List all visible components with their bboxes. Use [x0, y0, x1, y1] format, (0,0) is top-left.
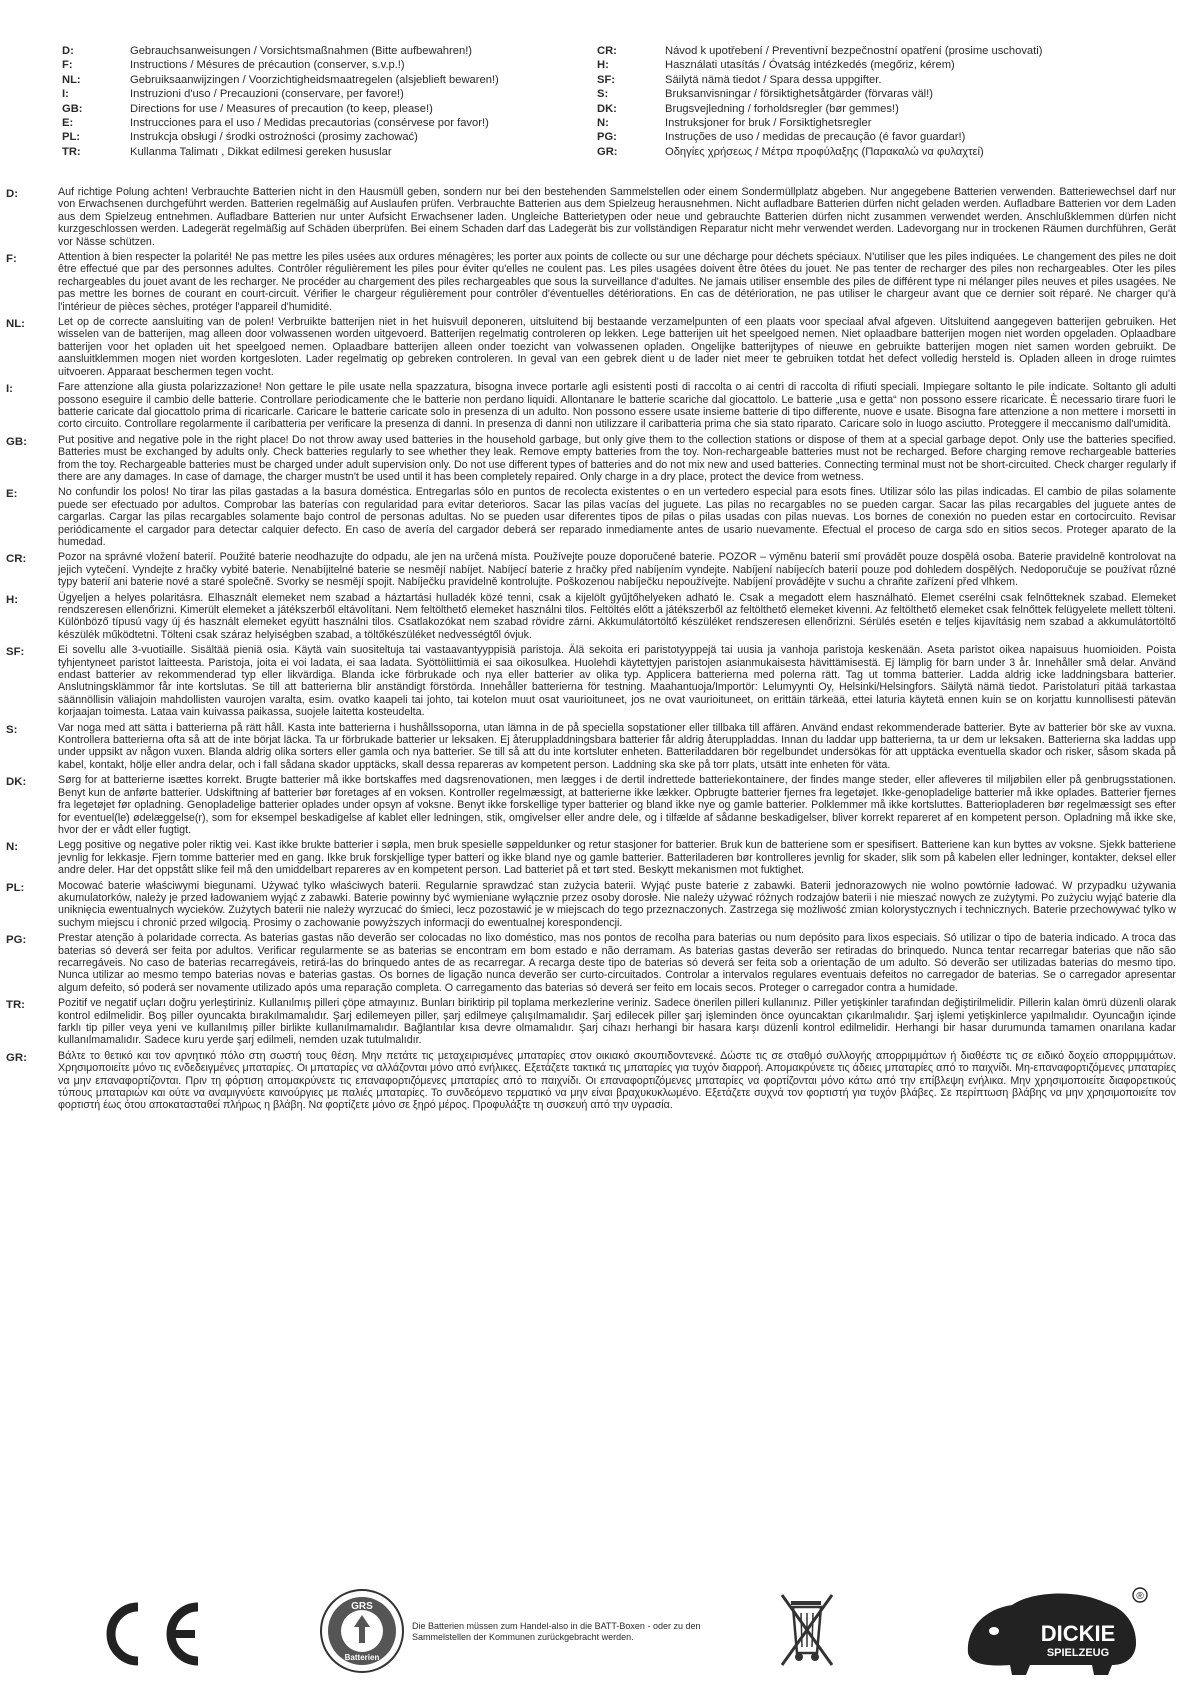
language-code: F: — [62, 59, 73, 72]
registered-mark: ® — [1136, 1591, 1144, 1602]
section-language-code: PL: — [6, 881, 25, 894]
language-index-row — [597, 73, 1132, 87]
grs-logo-bottom-text: Batterien — [344, 1653, 380, 1662]
language-code: S: — [597, 88, 609, 101]
language-index-right — [597, 44, 1132, 159]
language-index-title: Instruksjoner for bruk / Forsiktighetsregler — [665, 117, 872, 130]
section-language-code: TR: — [6, 999, 25, 1012]
language-index-row — [62, 102, 597, 116]
section-language-code: S: — [6, 723, 18, 736]
section-language-code: E: — [6, 488, 18, 501]
language-index-row — [597, 58, 1132, 72]
section-language-code: I: — [6, 383, 13, 396]
language-index — [62, 44, 1132, 159]
language-index-title: Kullanma Talimatı , Dikkat edilmesi gereken hususlar — [130, 145, 392, 158]
section-instructions-text: Let op de correcte aansluiting van de polen! Verbruikte batterijen niet in het huisvuil deponeren, uitsluitend bij bestaande verzamelpunten of een plaats voor speciaal afval afgeven. Uitsluitend aangegeven batterijen gebruiken. Het wisselen van de batterijen, mag alleen door volwassenen worden uitgevoerd. Batterijen regelmatig controleren op lekken. Lege batterijen uit het speelgoed nemen. Niet oplaadbare batterijen mogen niet worden opgeladen. Oplaadbare batterijen voor het opladen uit het speelgoed nemen. Oplaadbare batterijen alleen onder toezicht van volwassenen opladen. Ongelijke batterijtypes of nieuwe en gebruikte batterijen mogen niet samen worden gebruikt. De aansluitklemmen mogen niet worden kortgesloten. Lader regelmatig op gebreken controleren. In geval van een gebrek dient u de lader niet meer te gebruiken totdat het defect volledig hersteld is. Opladen alleen in droge ruimtes uitvoeren. Apparaat beschermen tegen vocht. — [58, 316, 1176, 378]
language-section — [6, 932, 1176, 994]
section-language-code: N: — [6, 841, 19, 854]
battery-safety-sections — [6, 186, 1176, 1115]
language-section — [6, 316, 1176, 378]
grs-logo-top-text: GRS — [351, 1601, 373, 1612]
language-index-title: Directions for use / Measures of precaution (to keep, please!) — [130, 102, 433, 115]
language-index-row — [62, 130, 597, 144]
language-section — [6, 839, 1176, 876]
language-section — [6, 722, 1176, 772]
section-language-code: PG: — [6, 934, 27, 947]
language-code: GR: — [597, 145, 618, 158]
language-index-title: Bruksanvisningar / försiktighetsåtgärder (förvaras väl!) — [665, 88, 933, 101]
dickie-spielzeug-logo — [960, 1585, 1150, 1677]
language-section — [6, 434, 1176, 484]
section-instructions-text: Put positive and negative pole in the right place! Do not throw away used batteries in the household garbage, but only give them to the collection stations or dispose of them at a special garbage depot. Only use the batteries specified. Batteries must be exchanged by adults only. Check batteries regularly to see whether they leak. Remove empty batteries from the toy. Non-rechargeable batteries must not be recharged. Before charging remove rechargeable batteries from the toy. Rechargeable batteries must be charged under adult supervision only. Do not use different types of batteries and do not mix new and used batteries. Connecting terminal must not be short-circuited. Check charger regularly if there are any damages. In case of damage, the charger mustn't be used until it has been completely repaired. Only charge in a dry place, protect the device from wetness. — [58, 433, 1176, 483]
section-instructions-text: Pozitif ve negatif uçları doğru yerleştiriniz. Kullanılmış pilleri çöpe atmayınız. Bunları biriktirip pil toplama merkezlerine veriniz. Sadece önerilen pilleri kullanınız. Piller yetişkinler tarafından değiştirilmelidir. Pillerin kalan ömrü düzenli olarak kontrol edilmelidir. Boş piller oyuncakta bırakılmamalıdır. Şarj edilemeyen piller, şarj edilmeye çalışılmamalıdır. Şarj edilecek piller şarj işleminden önce oyuncaktan çıkarılmalıdır. Şarj işlemi yetişkinlerce yapılmalıdır. Oyuncağın içinde farklı tip piller veya yeni ve kullanılmış piller birlikte kullanılmamalıdır. Bağlantılar kısa devre olmamalıdır. Şarj cihazı herhangi bir hasara karşı düzenli kontrol edilmelidir. Herhangi bir hasar durumunda tamamen onarılana kadar kullanılmamalıdır. Sadece kuru yerde şarj edilmeli, nemden uzak tutulmalıdır. — [58, 997, 1176, 1047]
language-code: SF: — [597, 73, 616, 86]
section-instructions-text: Fare attenzione alla giusta polarizzazione! Non gettare le pile usate nella spazzatura, bisogna invece portarle agli esistenti posti di raccolta o ai centri di raccolta di rifiuti speciali. Impiegare soltanto le pile indicate. Soltanto gli adulti possono eseguire il cambio delle batterie. Controllare periodicamente che le batterie non perdano liquidi. Allontanare le batterie scariche dal giocattolo. Le batterie „usa e getta“ non possono essere ricaricate. È necessario tirare fuori le batterie caricate dal giocattolo prima di ricaricarle. Caricare le batterie caricate solo in presenza di un adulto. Non possono essere usate insieme batterie di tipo differente, nuove e usate. Bisogna fare attenzione a non mettere i morsetti in corto circuito. Controllare regolarmente il caribatteria per verificare la presenza di danni. In presenza di danni non utilizzare il caribatteria prima che sia stato riparato. Caricare solo in luogo asciutto. Proteggere il meccanismo dall'umidità. — [58, 381, 1176, 431]
crossed-out-wheelie-bin-icon — [778, 1591, 836, 1673]
language-index-title: Instruzioni d'uso / Precauzioni (conservare, per favore!) — [130, 88, 404, 101]
language-code: PL: — [62, 131, 81, 144]
language-index-title: Használati utasítás / Óvatság intézkedés (megőriz, kérem) — [665, 59, 955, 72]
language-index-row — [62, 145, 597, 159]
language-section — [6, 880, 1176, 930]
language-section — [6, 251, 1176, 313]
language-index-title: Brugsvejledning / forholdsregler (bør gemmes!) — [665, 102, 899, 115]
language-index-row — [62, 44, 597, 58]
language-index-row — [597, 116, 1132, 130]
section-language-code: GR: — [6, 1051, 27, 1064]
section-instructions-text: Auf richtige Polung achten! Verbrauchte Batterien nicht in den Hausmüll geben, sondern nur bei den bestehenden Sammelstellen oder einem Sondermüllplatz abgeben. Nur angegebene Batterien verwenden. Batteriewechsel darf nur von Erwachsenen durchgeführt werden. Batterien regelmäßig auf Auslaufen prüfen. Verbrauchte Batterien aus dem Spielzeug herausnehmen. Nicht aufladbare Batterien dürfen nicht geladen werden. Aufladbare Batterien vor dem Laden aus dem Spielzeug entnehmen. Aufladbare Batterien nur unter Aufsicht Erwachsener laden. Ungleiche Batterietypen oder neue und gebrauchte Batterien dürfen nicht zusammen verwendet werden. Anschlußklemmen dürfen nicht kurzgeschlossen werden. Ladegerät regelmäßig auf Schäden überprüfen. Bei einem Schaden darf das Ladegerät bis zur vollständigen Reparatur nicht mehr verwendet werden. Ladevorgang nur in trockenen Räumen durchführen, Gerät vor Nässe schützen. — [58, 186, 1176, 248]
language-index-title: Οδηγίες χρήσεως / Μέτρα προφύλαξης (Παρακαλώ να φυλαχτεί) — [665, 145, 984, 158]
section-instructions-text: Var noga med att sätta i batterierna på rätt håll. Kasta inte batterierna i hushållssoporna, utan lämna in de på speciella sopstationer eller tillbaka till affären. Använd endast rekommenderade batterier. Byte av batterier bör ske av vuxna. Kontrollera batterierna ofta så att de inte börjat läcka. Ta ur förbrukade batterier ur leksaken. Ej återuppladdningsbara batterier får aldrig återuppladdas. Innan du laddar upp batterierna, ta ur dem ur leksaken. Batterierna ska laddas upp under uppsikt av någon vuxen. Blanda aldrig olika sorters eller gamla och nya batterier. Se till så att du inte kortsluter enheten. Batteriladdaren bör regelbundet undersökas för att upptäcka eventuella skador och risker, såsom skada på kabel, kontakt, hölje eller andra delar, och i fall sådana skador upptäcks, skall dessa repareras av kompetent person. Laddning ska ske på torr plats, utsätt inte enheten för väta. — [58, 721, 1176, 771]
ce-mark-icon — [106, 1601, 208, 1667]
brand-name-text: DICKIE — [1040, 1621, 1116, 1646]
language-section — [6, 381, 1176, 431]
section-language-code: GB: — [6, 435, 27, 448]
language-code: DK: — [597, 102, 617, 115]
language-index-title: Instruções de uso / medidas de precaução (é favor guardar!) — [665, 131, 966, 144]
language-code: TR: — [62, 145, 81, 158]
language-section — [6, 551, 1176, 588]
footer-logos — [0, 1585, 1190, 1685]
section-instructions-text: Prestar atenção à polaridade correcta. As baterias gastas não deverão ser colocadas no lixo doméstico, mas nos pontos de recolha para baterias ou num depósito para lixos especiais. Só utilizar o tipo de bateria indicado. A troca das baterias só deverá ser feita por adultos. Verificar regularmente se as baterias se encontram em bom estado e não derramam. As baterias gastas deverão ser retiradas do brinquedo. Nunca tentar recarregar baterias que não são recarregáveis. No caso de baterias recarregáveis, retirá-las do brinquedo antes de as recarregar. A recarga deste tipo de baterias só deverá ser feita sob a orientação de um adulto. Só deverão ser utilizadas baterias do mesmo tipo. Nunca utilizar ao mesmo tempo baterias novas e baterias gastas. Os bornes de ligação nunca deverão ser curto-circuitados. Controlar a intervalos regulares eventuais defeitos no carregador de baterias. Se o carregador apresentar algum defeito, só poderá ser novamente utilizado após uma reparação completa. O carregamento das baterias só deverá ser feito em locais secos. Proteger o carregador contra a humidade. — [58, 932, 1176, 994]
section-language-code: CR: — [6, 553, 27, 566]
language-index-row — [62, 58, 597, 72]
language-index-title: Säilytä nämä tiedot / Spara dessa uppgifter. — [665, 73, 882, 86]
language-section — [6, 1050, 1176, 1112]
grs-batterien-logo — [318, 1587, 406, 1675]
language-index-row — [62, 73, 597, 87]
section-instructions-text: Mocować baterie właściwymi biegunami. Używać tylko właściwych baterii. Regularnie sprawdzać stan zużycia baterii. Wyjąć puste baterie z zabawki. Baterii jednorazowych nie wolno powtórnie ładować. W przypadku używania akumulatorków, należy je przed ładowaniem wyjąć z zabawki. Baterie powinny być wymieniane wyłącznie przez osoby dorosłe. Nie należy używać różnych rodzajów baterii i nie mieszać nowych ze zużytymi. Po zużyciu wyjąć baterie dla uniknięcia ewentualnych wycieków. Zużytych baterii nie należy wyrzucać do śmieci, lecz pozostawić je w miejscach do tego przeznaczonych. Zastrzega się możliwość zmian kolorystycznych i technicznych. Baterie przechowywać tylko w suchym miejscu i chronić przed wilgocią. Prosimy o zachowanie powyższych informacji do ewentualnej korespondencji. — [58, 879, 1176, 929]
section-instructions-text: Legg positive og negative poler riktig vei. Kast ikke brukte batterier i søpla, men bruk spesielle søppeldunker og retur stasjoner for batterier. Bruk kun de batteriene som er spesifisert. Batteriene kan kun byttes av voksne. Sjekk batteriene jevnlig for lekkasje. Fjern tomme batterier med en gang. Ikke bruk forskjellige typer batteri og ikke bland nye og gamle batterier. Batteriladeren bør kontrolleres jevnlig for skader, slik som på kabelen eller ledninger, kontakter, deksel eller andre deler. Har det oppstått slike feil må den umiddelbart repareres av en kompetent person. Lad batteriet på et tørt sted. Beskytt mekanismen mot fuktighet. — [58, 839, 1176, 877]
battery-return-note: Die Batterien müssen zum Handel-also in die BATT-Boxen - oder zu den Sammelstellen der Kommunen zurückgebracht werden. — [412, 1621, 701, 1642]
language-index-left — [62, 44, 597, 159]
language-code: NL: — [62, 73, 81, 86]
language-index-title: Návod k upotřebení / Preventivní bezpečnostní opatření (prosime uschovati) — [665, 45, 1043, 57]
language-section — [6, 997, 1176, 1047]
brand-subtitle-text: SPIELZEUG — [1046, 1647, 1110, 1659]
language-index-title: Gebruiksaanwijzingen / Voorzichtigheidsmaatregelen (alsjeblieft bewaren!) — [130, 73, 499, 86]
language-index-row — [597, 87, 1132, 101]
language-code: PG: — [597, 131, 617, 144]
language-section — [6, 186, 1176, 248]
section-instructions-text: No confundir los polos! No tirar las pilas gastadas a la basura doméstica. Entregarlas sólo en puntos de recolecta existentes o en un vertedero especial para esots fines. Utilizar sólo las pilas indicadas. El cambio de pilas solamente puede ser efectuado por adultos. Comprobar las baterías con regularidad para evitar deterioros. Sacar las pilas vacías del juguete. Las pilas no recargables no se pueden cargar. Sacar las pilas recargables del juguete antes de cargarlas. Cargar las pilas recargables solamente bajo control de personas adultas. No se pueden usar diferentes tipos de pilas o pilas usadas con pilas nuevas. Los bornes de conexión no pueden estar en cortocircuito. Revisar periódicamente el cargador para detectar calquier defecto. En caso de avería del cargador deberá ser reparado inmediamente antes de usario nuevamente. Efectual el proceso de carga sdo en sitios secos. Proteger aparato de la humedad. — [58, 486, 1176, 548]
language-code: E: — [62, 117, 74, 130]
section-instructions-text: Attention à bien respecter la polarité! Ne pas mettre les piles usées aux ordures ménagères; les porter aux points de collecte ou sur une décharge pour déchets spéciaux. N'utiliser que les piles indiquées. Le changement des piles ne doit être effectué que par des personnes adultes. Contrôler régulièrement les piles pour éviter qu'elles ne coulent pas. Les piles usagées doivent être ôtées du jouet. Ne pas tenter de recharger des piles non rechargeables. Oter les piles rechargeables du jouet avant de les recharger. Ne procéder au chargement des piles rechargeables que sous la surveillance d'adultes. Ne jamais utiliser ensemble des piles de différent type ni mélanger piles neuves et piles usagées. Ne pas mettre les bornes de courant en court-circuit. Vérifier le chargeur régulièrement pour contrôler d'éventuelles détériorations. En cas de détérioration, ne pas utiliser le chargeur avant que ce dernier soit réparé. Ne charger qu'à l'intérieur de pièces sèches, protéger l'appareil d'humidité. — [58, 251, 1176, 313]
language-index-title: Instructions / Mésures de précaution (conserver, s.v.p.!) — [130, 59, 405, 72]
language-section — [6, 644, 1176, 718]
language-code: I: — [62, 88, 69, 101]
language-index-row — [62, 116, 597, 130]
section-language-code: DK: — [6, 776, 27, 789]
language-index-row — [597, 44, 1132, 58]
section-instructions-text: Ügyeljen a helyes polaritásra. Elhasznált elemeket nem szabad a háztartási hulladék közé tenni, csak a kijelölt gyűjtőhelyeken adható le. Csak a megadott elem használható. Elemet cserélni csak felnőtteknek szabad. Elemeket rendszeresen ellenőrizni. Kimerült elemeket a játékszerből eltávolítani. Nem feltölthető elemeket használni tilos. Feltöltés előtt a játékszerből az feltölthető elemeket kivenni. Az feltölthető elemeket csak felnőttek felügyelete mellett tölteni. Különböző típusú vagy új és használt elemeket együtt használni tilos. Csatlakozókat nem szabad rövidre zárni. Akkumulátortöltő készüléket rendszeresen ellenőrizni. Sérülés esetén e teljes kijavításig nem szabad a akkumulátortöltő készülék működtetni. Tölteni csak száraz helyiségben szabad, a töltőkészüléket nedvességtől óvjuk. — [58, 591, 1176, 641]
language-section — [6, 592, 1176, 642]
section-instructions-text: Βάλτε το θετικό και τον αρνητικό πόλο στη σωστή τους θέση. Μην πετάτε τις μεταχειρισμένες μπαταρίες στον οικιακό σκουπιδοντενεκέ. Δώστε τις σε σταθμό συλλογής απορριμμάτων ή διαθέστε τις σε ειδικό δοχείο απορριμμάτων. Χρησιμοποιείτε μόνο τις ενδεδειγμένες μπαταρίες. Οι μπαταρίες να αλλάζονται μόνο από ενήλικες. Εξετάζετε τακτικά τις μπαταρίες για τυχόν διαρροή. Απομακρύνετε τις άδειες μπαταρίες από το παιχνίδι. Μη-επαναφορτιζόμενες μπαταρίες να μην επαναφορτίζονται. Πριν τη φόρτιση απομακρύνετε τις επαναφορτιζόμενες μπαταρίες από το παιχνίδι. Οι επαναφορτιζόμενες μπαταρίες να φορτίζονται μόνο κάτω από την επίβλεψη ενήλικα. Μην χρησιμοποιείτε διαφορετικούς τύπους μπαταριών και ούτε να αναμιγνύετε καινούργιες με παλιές μπαταρίες. Το συνδεόμενο τερματικό να μην είναι βραχυκυκλωμένο. Εξετάζετε συχνά τον φορτιστή για τυχόν βλάβες. Σε περίπτωση βλάβης να μην χρησιμοποιείτε τον φορτιστή έως ότου αποκατασταθεί πλήρως η βλάβη. Να φορτίζετε μόνο σε ξηρό μέρος. Προφυλάξτε τη συσκευή από την υγρασία. — [58, 1049, 1176, 1112]
section-instructions-text: Ei sovellu alle 3-vuotiaille. Sisältää pieniä osia. Käytä vain suositeltuja tai vastaavantyyppisiä paristoja. Älä sekoita eri paristotyyppejä tai uusia ja vanhoja paristoja keskenään. Aseta paristot oikea napaisuus huomioiden. Poista tyhjentyneet paristot laitteesta. Paristoja, joita ei voi ladata, ei saa ladata. Syöttöliittimiä ei saa oikosulkea. Huolehdi käytettyjen paristojen asianmukaisesta hävittämisestä. Ej lämplig för barn under 3 år. Innehåller små delar. Använd endast batterier av rekommenderad typ eller likvärdiga. Blanda icke förbrukade och nya eller batterier av olika typ. Applicera batterierna med polerna rätt. Tag ut tomma batterier. Ladda aldrig icke laddningsbara batterier. Anslutningsklämmor får inte kortslutas. Se till att batterierna blir anständigt förstörda. Innehåller batterierna för testning. Maahantuoja/Importör: Lelumyynti Oy, Helsinki/Helsingfors. Säilytä nämä tiedot. Paristolaturi pitää tarkastaa säännöllisin väliajoin mahdollisten vaurojen varalta, esim. ovatko kaapeli tai johto, tai kotelon muut osat vaurioituneet, jos ne ovat vaurioituneet, on erittäin tärkeää, ettei laturia käytetä ennen kuin se on korjattu kunnollisesti pätevän korjaajan toimesta. Lataa vain kuivassa paikassa, suojele laitetta kosteudelta. — [58, 644, 1176, 719]
language-index-row — [597, 102, 1132, 116]
language-index-title: Instrukcja obsługi / środki ostrożności (prosimy zachować) — [130, 131, 418, 144]
language-code: CR: — [597, 45, 617, 57]
section-instructions-text: Sørg for at batterierne isættes korrekt. Brugte batterier må ikke bortskaffes med dagsrenovationen, men lægges i de dertil indrettede batteriekontainere, der findes mange steder, eller afleveres til miljøbilen eller på genbrugsstationen. Benyt kun de anførte batterier. Udskiftning af batterier bør foretages af en voksen. Kontroller regelmæssigt, at batterierne ikke lækker. Opbrugte batterier fjernes fra legetøjet. Ikke-genopladelige batterier må ikke oplades. Batterier fjernes fra legetøjet før opladning. Genopladelige batterier oplades under opsyn af voksne. Benyt ikke forskellige typer batterier og bland ikke nye og gamle batterier. Polklemmer må ikke kortsluttes. Batteriopladeren bør regelmæssigt ses efter for eventuel(le) ødelæggelse(r), som for eksempel beskadigelse af kablet eller ledningen, stik, omgivelser eller andre dele, og i tilfælde af sådanne beskadigelser, bliver korrekt repareret af en kompetent person. Opladning må ikke ske, hvor der er vådt eller fugtigt. — [58, 774, 1176, 836]
language-code: D: — [62, 45, 74, 57]
language-code: N: — [597, 117, 609, 130]
section-language-code: NL: — [6, 318, 25, 331]
section-language-code: D: — [6, 188, 19, 200]
section-instructions-text: Pozor na správné vložení baterií. Použité baterie neodhazujte do odpadu, ale jen na určená místa. Používejte pouze doporučené baterie. POZOR – výměnu baterií smí provádět pouze dospělá osoba. Baterie pravidelně kontrolovat na jejich vytečení. Vyndejte z hračky vybité baterie. Nenabíjitelné baterie se nesmějí nabíjet. Nabíjecí baterie z hračky před nabíjením vyndejte. Nabíjení nabíjecích baterií pouze pod dohledem dospělých. Nedoporučuje se používat různé typy baterií ani baterie nové a staré společně. Svorky se nesmějí spojit. Nabíječku pravidelně kontrolujte. Poškozenou nabíječku nepoužívejte. Nabíjení provádějte v suchu a chraňte zařízení před vlhkem. — [58, 551, 1176, 589]
language-code: H: — [597, 59, 609, 72]
section-language-code: F: — [6, 253, 17, 266]
language-code: GB: — [62, 102, 83, 115]
section-language-code: SF: — [6, 646, 25, 659]
language-section — [6, 486, 1176, 548]
language-index-row — [62, 87, 597, 101]
language-index-row — [597, 145, 1132, 159]
section-language-code: H: — [6, 593, 19, 606]
language-index-title: Instrucciones para el uso / Medidas precautorias (consérvese por favor!) — [130, 117, 489, 130]
language-section — [6, 774, 1176, 836]
language-index-title: Gebrauchsanweisungen / Vorsichtsmaßnahmen (Bitte aufbewahren!) — [130, 45, 473, 57]
language-index-row — [597, 130, 1132, 144]
